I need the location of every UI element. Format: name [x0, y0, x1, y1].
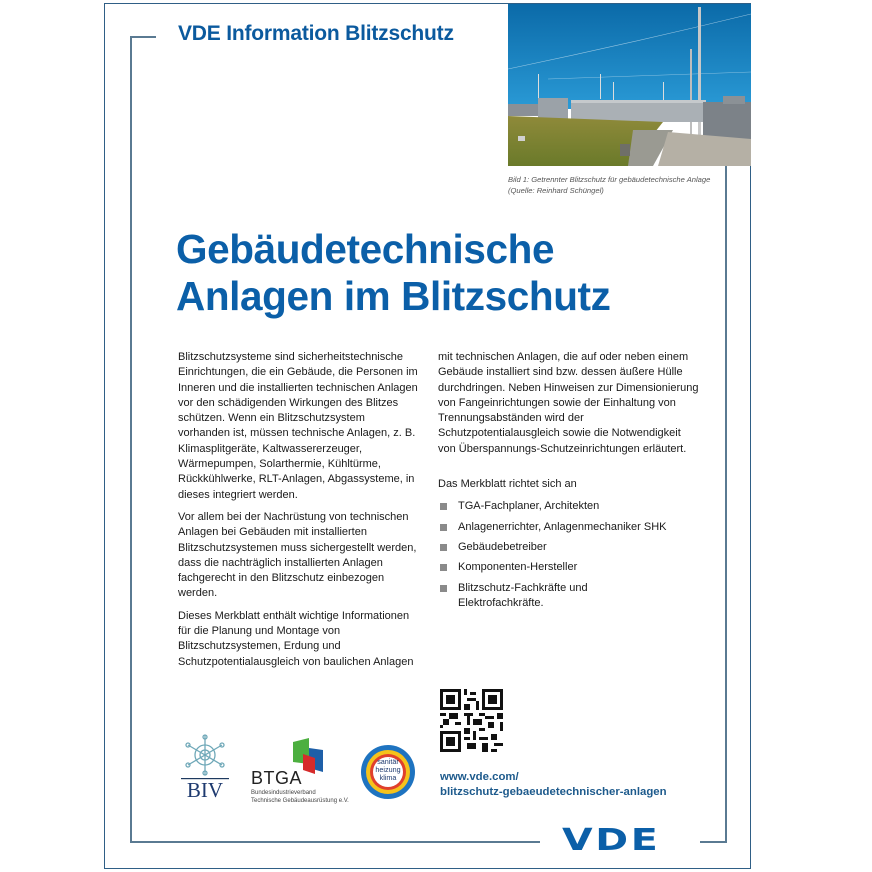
audience-heading: Das Merkblatt richtet sich an [438, 478, 577, 491]
headline-line-2: Anlagen im Blitzschutz [176, 273, 611, 319]
list-item-label: Gebäudebetreiber [458, 540, 547, 553]
btga-logo [251, 738, 376, 803]
list-item [438, 560, 700, 575]
audience-list [438, 499, 700, 611]
paragraph: Vor allem bei der Nachrüstung von technischen Anlagen bei Gebäuden mit installierten Blitzschutzsystemen muss sichergestellt werden, dass die nachträglich installierten Anlagen fachgerecht in den Blitzschutz einbezogen werden. [178, 510, 417, 600]
bullet-square-icon [440, 503, 447, 510]
btga-subtitle-1: Bundesindustrieverband [251, 790, 316, 796]
bullet-square-icon [440, 585, 447, 592]
list-item-label: Komponenten-Hersteller [458, 561, 578, 574]
btga-wordmark: BTGA [251, 768, 303, 788]
list-item-label: Anlagenerrichter, Anlagenmechaniker SHK [458, 520, 667, 533]
paragraph: Blitzschutzsysteme sind sicherheitstechnische Einrichtungen, die ein Gebäude, die Personen im Inneren und die installierten technischen Anlagen vor den schädigenden Wirkungen des Blitzes schützen. Wenn ein Blitzschutzsystem vorhanden ist, müssen technische Anlagen, z. B. Klimasplitgeräte, Kaltwassererzeuger, Wärmepumpen, Solarthermie, Kühltürme, Rückkühlwerke, RLT-Anlagen, Abgassysteme, in dieses integriert werden. [178, 351, 418, 501]
list-item [438, 540, 700, 555]
headline-line-1: Gebäudetechnische [176, 226, 555, 272]
header-title: VDE Information Blitzschutz [178, 22, 454, 45]
list-item-label: Blitzschutz-Fachkräfte und Elektrofachkräfte. [458, 581, 588, 609]
link-line-2[interactable]: blitzschutz-gebaeudetechnischer-anlagen [440, 786, 667, 798]
caption-line-1: Bild 1: Getrennter Blitzschutz für gebäudetechnische Anlage [508, 175, 711, 184]
list-item [438, 581, 628, 612]
shk-line-1: sanitär [377, 757, 399, 766]
paragraph: Dieses Merkblatt enthält wichtige Informationen für die Planung und Montage von Blitzschutzsystemen, Erdung und Schutzpotentialausgleich von baulichen Anlagen [178, 609, 414, 668]
svg-text:BIV: BIV [186, 778, 224, 801]
paragraph: mit technischen Anlagen, die auf oder neben einem Gebäude installiert sind bzw. dessen äußere Hülle durchdringen. Neben Hinweisen zur Dimensionierung von Fangeinrichtungen sowie der Einhaltung von Trennungsabständen wird der Schutzpotentialausgleich sowie die Notwendigkeit von Überspannungs-Schutzeinrichtungen erläutert. [438, 351, 699, 455]
qr-code-icon[interactable] [440, 689, 503, 752]
caption-line-2: (Quelle: Reinhard Schüngel) [508, 186, 604, 195]
bullet-square-icon [440, 564, 447, 571]
info-link[interactable] [440, 770, 667, 800]
photo-caption [508, 174, 738, 196]
body-column-right [438, 350, 700, 616]
list-item-label: TGA-Fachplaner, Architekten [458, 500, 600, 513]
inner-frame-bottom-right-stub [700, 841, 727, 843]
link-line-1[interactable]: www.vde.com/ [440, 771, 519, 783]
vde-logo: VDE [562, 823, 661, 858]
rooftop-photo [508, 4, 751, 166]
inner-frame-right [725, 166, 727, 843]
biv-logo [179, 733, 231, 801]
inner-frame-left [130, 36, 132, 843]
bullet-square-icon [440, 544, 447, 551]
list-item [438, 499, 700, 514]
shk-line-3: klima [379, 773, 397, 782]
inner-frame-bottom-left [130, 841, 540, 843]
list-item [438, 520, 700, 535]
btga-subtitle-2: Technische Gebäudeausrüstung e.V. [251, 797, 349, 804]
bullet-square-icon [440, 524, 447, 531]
shk-line-2: heizung [375, 765, 401, 774]
page-headline [176, 226, 611, 320]
body-column-left [178, 350, 418, 677]
shk-logo [360, 744, 416, 800]
inner-frame-top-stub [130, 36, 156, 38]
